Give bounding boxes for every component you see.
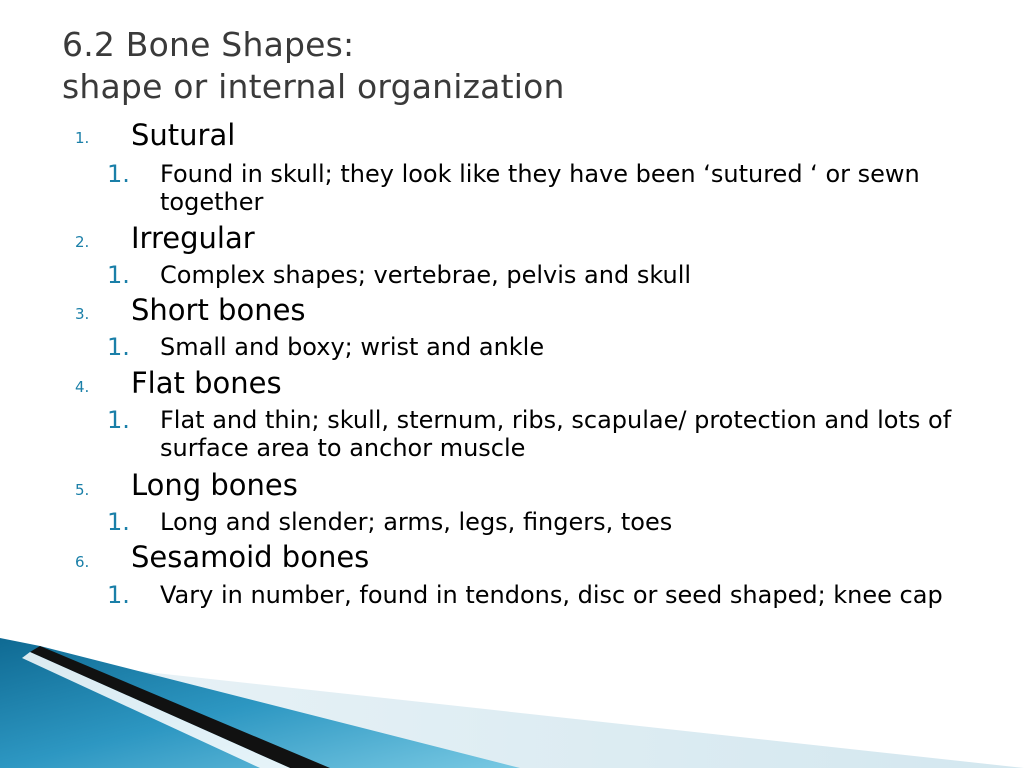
sub-item-text: Found in skull; they look like they have been ‘sutured ‘ or sewn together [160, 160, 920, 216]
sub-item-number: 1. [107, 581, 130, 609]
list-item-label: Sutural [131, 118, 236, 152]
sub-item-text: Complex shapes; vertebrae, pelvis and skull [160, 261, 692, 289]
sub-item-number: 1. [107, 508, 130, 536]
list-item-number: 5. [75, 481, 90, 499]
title-line-2: shape or internal organization [62, 67, 565, 106]
title-line-1: 6.2 Bone Shapes: [62, 25, 355, 64]
sub-item-number: 1. [107, 160, 130, 188]
list-item-number: 3. [75, 305, 90, 323]
sub-item-number: 1. [107, 333, 130, 361]
list-item-label: Irregular [131, 221, 255, 255]
list-item-label: Sesamoid bones [131, 540, 370, 574]
sub-item-text: Flat and thin; skull, sternum, ribs, scapulae/ protection and lots of surface area to anchor muscle [160, 406, 952, 462]
list-item-label: Long bones [131, 468, 298, 502]
sub-item-number: 1. [107, 261, 130, 289]
list-item-number: 6. [75, 553, 90, 571]
sub-item-text: Vary in number, found in tendons, disc or seed shaped; knee cap [160, 581, 943, 609]
list-item-number: 4. [75, 378, 90, 396]
list-item-label: Flat bones [131, 366, 282, 400]
decorative-swoosh [0, 638, 1024, 768]
sub-item-number: 1. [107, 406, 130, 434]
sub-item-text: Small and boxy; wrist and ankle [160, 333, 545, 361]
sub-item-text: Long and slender; arms, legs, fingers, toes [160, 508, 673, 536]
list-item-label: Short bones [131, 293, 306, 327]
list-item-number: 2. [75, 233, 90, 251]
list-item-number: 1. [75, 129, 90, 147]
slide-title [62, 24, 565, 108]
